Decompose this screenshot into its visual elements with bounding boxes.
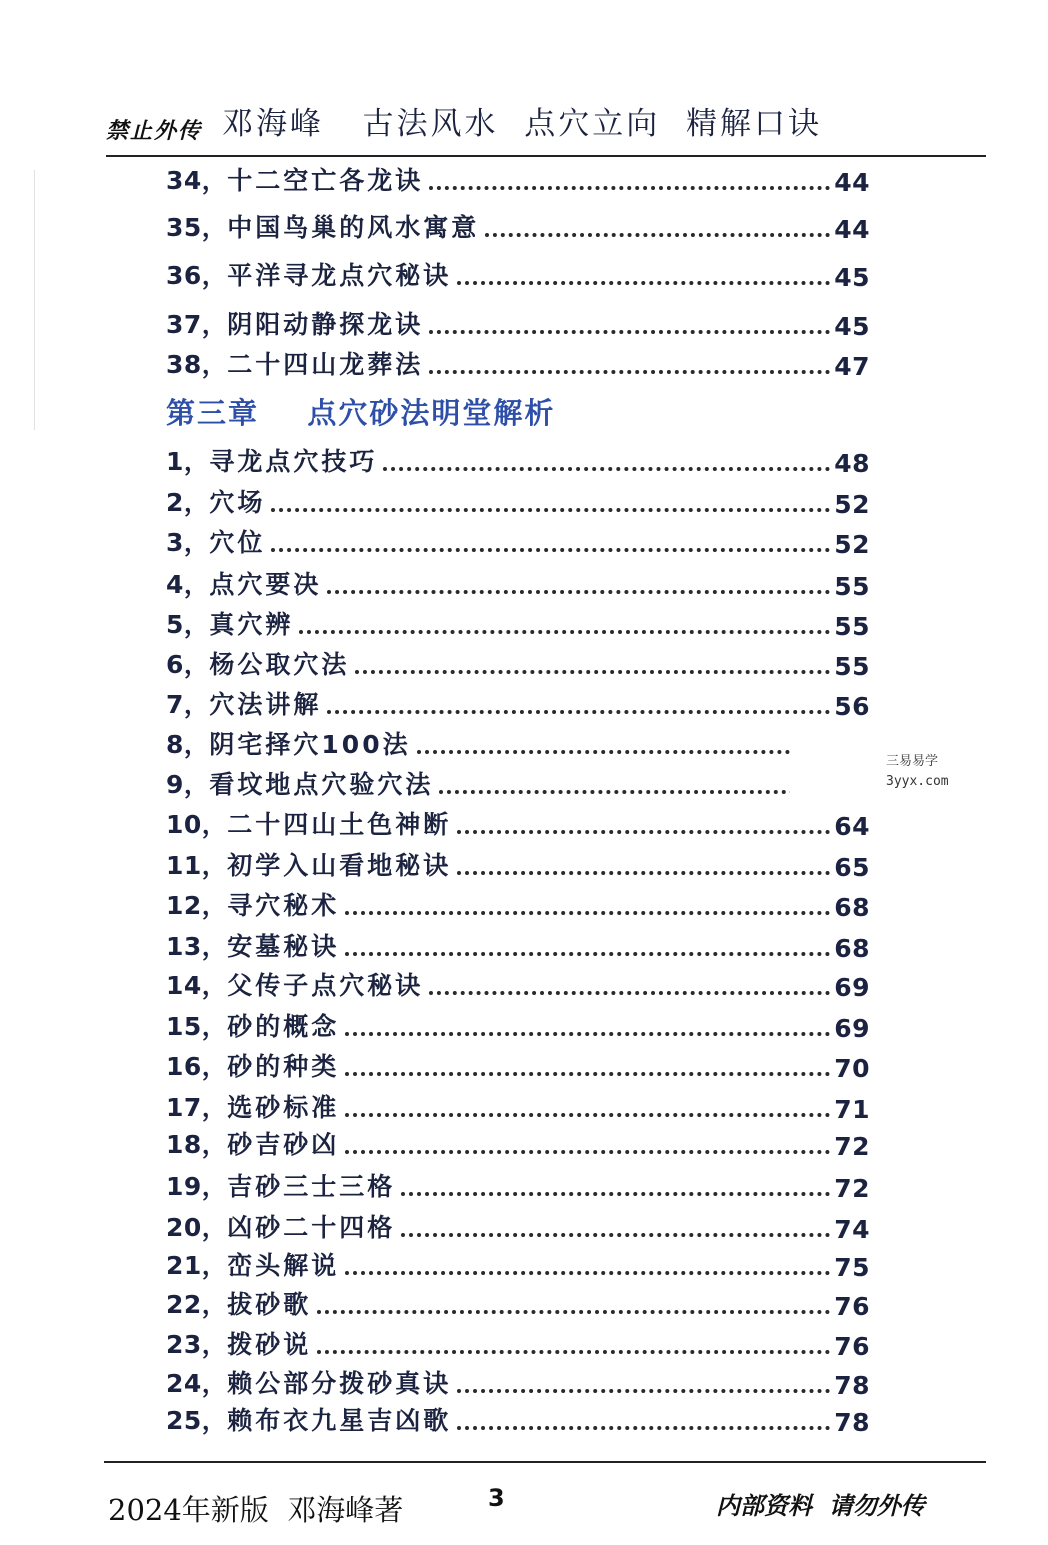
- toc-entry[interactable]: [166, 442, 870, 478]
- toc-entry[interactable]: [166, 1007, 870, 1043]
- toc-entry-number: 10，: [166, 810, 228, 839]
- toc-entry-label: 寻穴秘术: [227, 891, 340, 920]
- toc-leader-dots: [457, 1426, 830, 1430]
- toc-entry-number: 1，: [166, 447, 210, 476]
- toc-entry-label: 砂吉砂凶: [227, 1130, 340, 1159]
- toc-entry-page: 65: [834, 853, 870, 882]
- toc-entry-label: 平洋寻龙点穴秘诀: [227, 261, 452, 290]
- toc-entry-number: 20，: [166, 1213, 228, 1242]
- toc-entry[interactable]: [166, 725, 870, 761]
- toc-leader-dots: [317, 1350, 830, 1354]
- toc-entry[interactable]: [166, 1047, 870, 1083]
- toc-entry-page: 47: [834, 352, 870, 381]
- header-stamp: 禁止外传: [106, 118, 203, 144]
- toc-entry-label: 吉砂三士三格: [227, 1172, 396, 1201]
- toc-entry-number: 15，: [166, 1012, 228, 1041]
- toc-entry[interactable]: [166, 805, 870, 841]
- toc-leader-dots: [429, 330, 830, 334]
- toc-entry-label: 初学入山看地秘诀: [227, 851, 452, 880]
- toc-entry[interactable]: [166, 605, 870, 641]
- toc-entry-page: 44: [834, 168, 870, 197]
- toc-entry-page: 64: [834, 812, 870, 841]
- toc-leader-dots: [383, 467, 830, 471]
- toc-entry-page: 55: [834, 652, 870, 681]
- toc-entry-page: 74: [834, 1215, 870, 1244]
- toc-leader-dots: [317, 1310, 830, 1314]
- toc-entry-label: 砂的概念: [227, 1012, 340, 1041]
- chapter-heading[interactable]: 第三章 点穴砂法明堂解析: [166, 396, 556, 430]
- toc-entry[interactable]: [166, 685, 870, 721]
- toc-entry-page: 69: [834, 1014, 870, 1043]
- toc-entry-number: 6，: [166, 650, 210, 679]
- header-rule: [106, 155, 986, 157]
- toc-entry-page: 45: [834, 312, 870, 341]
- toc-entry-label: 二十四山土色神断: [227, 810, 452, 839]
- toc-leader-dots: [485, 233, 830, 237]
- toc-entry-page: 44: [834, 215, 870, 244]
- toc-entry-label: 中国鸟巢的风水寓意: [227, 213, 480, 242]
- toc-entry-number: 19，: [166, 1172, 228, 1201]
- toc-entry-label: 穴法讲解: [209, 690, 322, 719]
- footer-edition: 2024年新版 邓海峰著: [108, 1493, 404, 1527]
- toc-entry-label: 拨砂说: [227, 1330, 312, 1359]
- toc-entry-label: 十二空亡各龙诀: [227, 166, 424, 195]
- toc-entry-label: 二十四山龙葬法: [227, 350, 424, 379]
- toc-entry-number: 37，: [166, 310, 228, 339]
- toc-leader-dots: [345, 1032, 830, 1036]
- toc-entry-number: 16，: [166, 1052, 228, 1081]
- toc-entry-label: 父传子点穴秘诀: [227, 971, 424, 1000]
- toc-entry-number: 38，: [166, 350, 228, 379]
- toc-entry[interactable]: [166, 846, 870, 882]
- toc-entry-page: 52: [834, 530, 870, 559]
- toc-entry-label: 阴宅择穴100法: [209, 730, 411, 759]
- toc-entry-label: 寻龙点穴技巧: [209, 447, 378, 476]
- toc-leader-dots: [345, 911, 830, 915]
- toc-leader-dots: [271, 548, 830, 552]
- toc-leader-dots: [345, 952, 830, 956]
- toc-leader-dots: [345, 1150, 830, 1154]
- toc-leader-dots: [327, 710, 830, 714]
- toc-entry-page: 76: [834, 1292, 870, 1321]
- toc-entry-number: 13，: [166, 932, 228, 961]
- toc-entry[interactable]: [166, 1364, 870, 1400]
- toc-entry-number: 22，: [166, 1290, 228, 1319]
- toc-entry-label: 赖公部分拨砂真诀: [227, 1369, 452, 1398]
- toc-entry-page: 72: [834, 1132, 870, 1161]
- toc-entry-number: 3，: [166, 528, 210, 557]
- toc-entry[interactable]: [166, 208, 870, 244]
- toc-leader-dots: [345, 1072, 830, 1076]
- site-watermark: [886, 752, 949, 792]
- watermark-backdrop: [790, 737, 870, 797]
- toc-entry-page: 78: [834, 1408, 870, 1437]
- toc-entry-number: 24，: [166, 1369, 228, 1398]
- toc-entry-page: 68: [834, 893, 870, 922]
- toc-entry-page: 71: [834, 1095, 870, 1124]
- toc-leader-dots: [299, 630, 830, 634]
- page-edge-shadow: [34, 170, 35, 430]
- toc-entry-page: 69: [834, 973, 870, 1002]
- toc-entry-number: 34，: [166, 166, 228, 195]
- toc-entry[interactable]: [166, 1285, 870, 1321]
- toc-entry-number: 8，: [166, 730, 210, 759]
- toc-entry-page: 52: [834, 490, 870, 519]
- toc-entry-page: 56: [834, 692, 870, 721]
- footer-notice: 内部资料 请勿外传: [716, 1491, 925, 1520]
- toc-entry-number: 14，: [166, 971, 228, 1000]
- toc-leader-dots: [429, 370, 830, 374]
- toc-entry-page: 48: [834, 449, 870, 478]
- toc-entry-label: 赖布衣九星吉凶歌: [227, 1406, 452, 1435]
- toc-entry-number: 5，: [166, 610, 210, 639]
- page-header-title: 邓海峰 古法风水 点穴立向 精解口诀: [222, 106, 822, 142]
- toc-entry-label: 峦头解说: [227, 1251, 340, 1280]
- toc-entry-page: 76: [834, 1332, 870, 1361]
- toc-entry-page: 75: [834, 1253, 870, 1282]
- toc-entry[interactable]: [166, 565, 870, 601]
- toc-leader-dots: [271, 508, 830, 512]
- page-number: 3: [488, 1484, 505, 1512]
- toc-entry-number: 2，: [166, 488, 210, 517]
- toc-leader-dots: [355, 670, 830, 674]
- toc-entry-number: 23，: [166, 1330, 228, 1359]
- toc-entry[interactable]: [166, 1401, 870, 1437]
- toc-leader-dots: [345, 1113, 830, 1117]
- toc-entry[interactable]: [166, 483, 870, 519]
- toc-entry-label: 砂的种类: [227, 1052, 340, 1081]
- toc-entry-number: 7，: [166, 690, 210, 719]
- toc-leader-dots: [327, 590, 830, 594]
- toc-entry[interactable]: [166, 645, 870, 681]
- toc-entry-page: 55: [834, 572, 870, 601]
- toc-entry-number: 36，: [166, 261, 228, 290]
- toc-entry-number: 9，: [166, 770, 210, 799]
- toc-entry-label: 阴阳动静探龙诀: [227, 310, 424, 339]
- toc-entry[interactable]: [166, 927, 870, 963]
- toc-leader-dots: [429, 186, 830, 190]
- toc-entry-number: 4，: [166, 570, 210, 599]
- toc-leader-dots: [429, 991, 830, 995]
- toc-entry[interactable]: [166, 1325, 870, 1361]
- toc-entry-label: 安墓秘诀: [227, 932, 340, 961]
- toc-entry[interactable]: [166, 765, 870, 801]
- toc-entry[interactable]: [166, 256, 870, 292]
- toc-leader-dots: [457, 830, 830, 834]
- toc-entry-page: 45: [834, 263, 870, 292]
- toc-entry[interactable]: [166, 1167, 870, 1203]
- toc-entry-number: 25，: [166, 1406, 228, 1435]
- toc-entry[interactable]: [166, 1246, 870, 1282]
- toc-entry[interactable]: [166, 1088, 870, 1124]
- footer-rule: [104, 1461, 986, 1463]
- toc-entry-label: 看坟地点穴验穴法: [209, 770, 434, 799]
- toc-entry[interactable]: [166, 523, 870, 559]
- toc-entry[interactable]: [166, 886, 870, 922]
- toc-entry-page: 70: [834, 1054, 870, 1083]
- toc-entry-label: 选砂标准: [227, 1093, 340, 1122]
- toc-entry-page: 55: [834, 612, 870, 641]
- toc-entry-label: 凶砂二十四格: [227, 1213, 396, 1242]
- toc-entry-label: 穴场: [209, 488, 266, 517]
- toc-entry[interactable]: [166, 1125, 870, 1161]
- toc-entry-label: 拔砂歌: [227, 1290, 312, 1319]
- toc-entry-page: 78: [834, 1371, 870, 1400]
- toc-entry-label: 杨公取穴法: [209, 650, 350, 679]
- toc-entry-label: 穴位: [209, 528, 266, 557]
- toc-entry-label: 真穴辨: [209, 610, 294, 639]
- toc-entry-label: 点穴要决: [209, 570, 322, 599]
- toc-entry[interactable]: [166, 345, 870, 381]
- toc-entry-number: 11，: [166, 851, 228, 880]
- toc-entry[interactable]: [166, 305, 870, 341]
- toc-leader-dots: [457, 871, 830, 875]
- toc-entry-number: 12，: [166, 891, 228, 920]
- toc-leader-dots: [457, 281, 830, 285]
- toc-entry-page: 72: [834, 1174, 870, 1203]
- toc-leader-dots: [401, 1192, 830, 1196]
- watermark-name: 三易易学: [886, 754, 939, 769]
- toc-leader-dots: [457, 1389, 830, 1393]
- toc-entry[interactable]: [166, 161, 870, 197]
- toc-entry[interactable]: [166, 966, 870, 1002]
- toc-leader-dots: [345, 1271, 830, 1275]
- toc-entry[interactable]: [166, 1208, 870, 1244]
- watermark-url: 3yyx.com: [886, 774, 949, 789]
- toc-entry-number: 35，: [166, 213, 228, 242]
- toc-entry-number: 18，: [166, 1130, 228, 1159]
- toc-entry-page: 68: [834, 934, 870, 963]
- toc-entry-number: 21，: [166, 1251, 228, 1280]
- toc-leader-dots: [417, 750, 831, 754]
- toc-entry-number: 17，: [166, 1093, 228, 1122]
- toc-leader-dots: [401, 1233, 830, 1237]
